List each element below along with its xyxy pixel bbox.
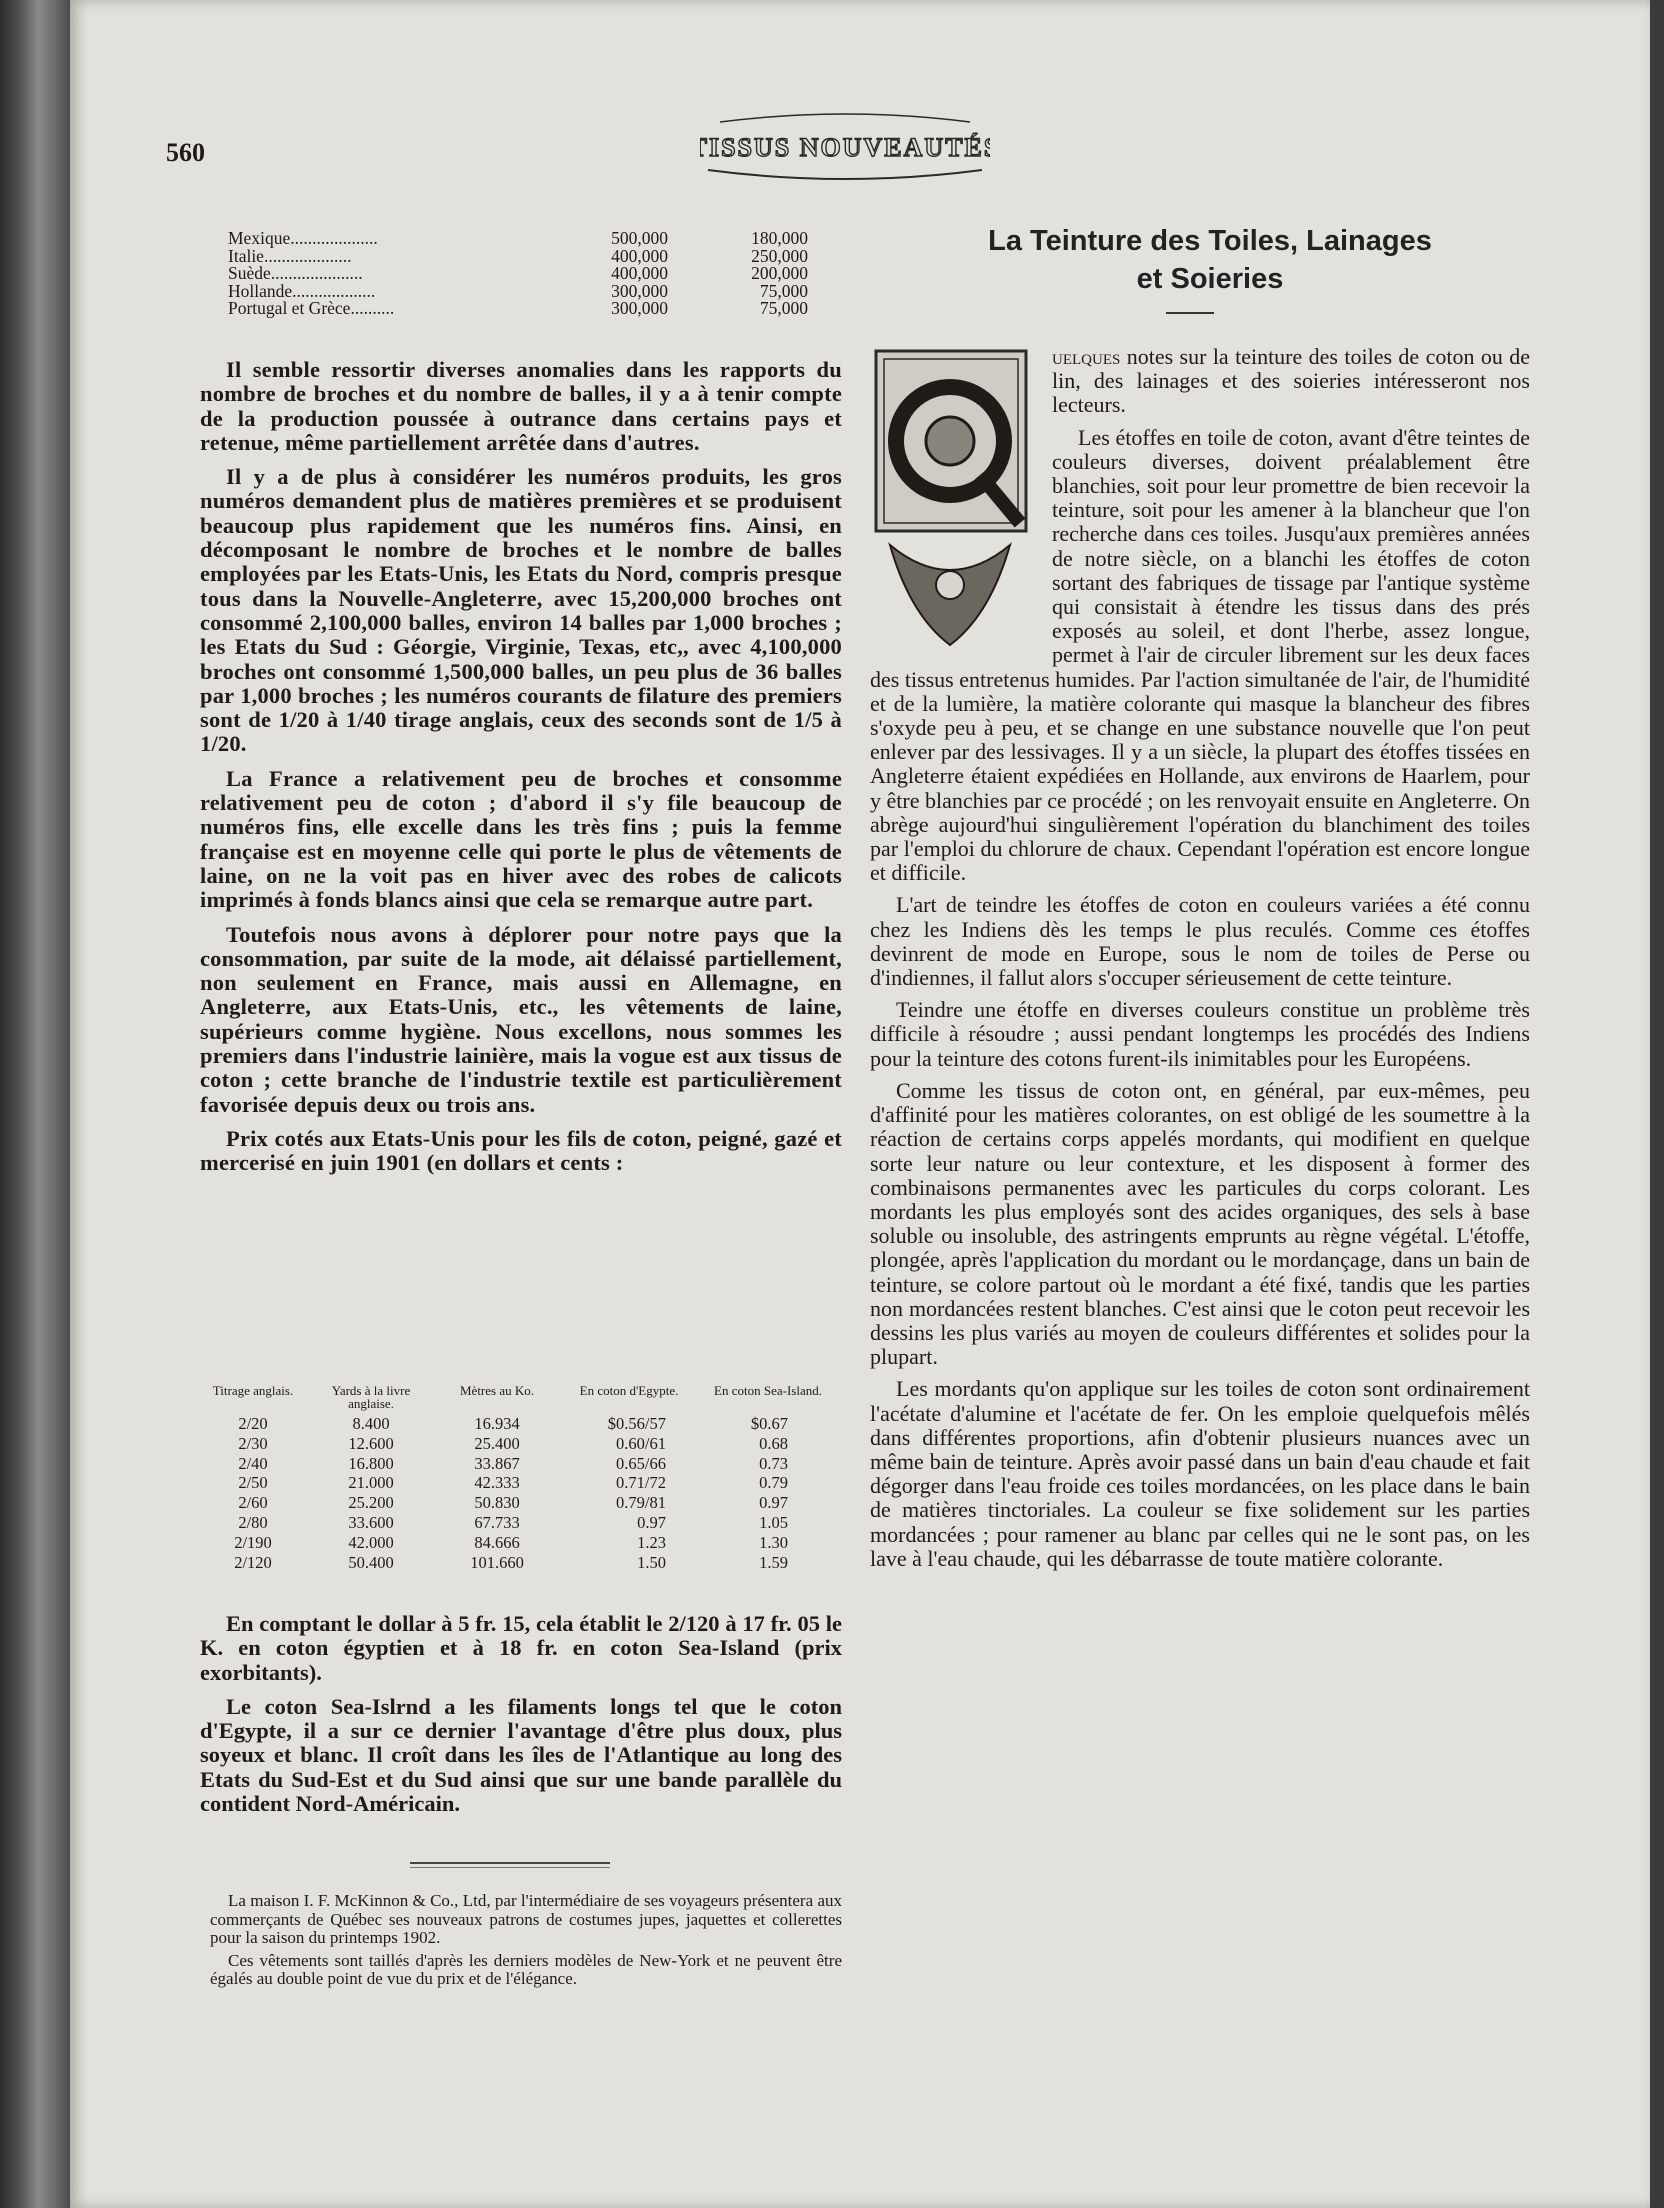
table-cell: 2/80 <box>238 1512 268 1532</box>
title-line: La Teinture des Toiles, Lainages <box>988 225 1432 257</box>
note-paragraph: Ces vêtements sont taillés d'après les derniers modèles de New-York et ne peuvent être égalés au double point de vue du prix et de l'élégance. <box>210 1950 842 1989</box>
price-table <box>198 1384 858 1572</box>
table-cell: 0.65/66 <box>616 1453 666 1473</box>
table-cell: 50.830 <box>474 1493 520 1513</box>
table-row <box>198 1513 858 1533</box>
exports-cell: 400,000 <box>611 263 668 283</box>
column-header: En coton Sea-Island. <box>714 1383 822 1398</box>
exports-row <box>228 280 808 301</box>
table-cell: 2/190 <box>234 1532 272 1552</box>
divider <box>410 1862 610 1864</box>
table-cell: 0.97 <box>759 1493 788 1513</box>
title-divider <box>1166 312 1214 314</box>
table-cell: 0.60/61 <box>616 1433 666 1453</box>
article-title <box>880 222 1540 298</box>
table-cell: 25.400 <box>474 1433 520 1453</box>
table-cell: 25.200 <box>348 1493 394 1513</box>
exports-row <box>228 300 808 318</box>
table-cell: 84.666 <box>474 1532 520 1552</box>
table-cell: 67.733 <box>474 1512 520 1532</box>
table-cell: 2/20 <box>238 1414 268 1433</box>
left-column-text <box>200 358 842 1186</box>
exports-cell: 400,000 <box>611 245 668 266</box>
table-cell: 42.000 <box>348 1532 394 1552</box>
table-cell: $0.67 <box>750 1414 788 1433</box>
table-row <box>198 1473 858 1493</box>
table-cell: 0.97 <box>637 1512 666 1532</box>
paragraph: Il y a de plus à considérer les numéros produits, les gros numéros demandent plus de matières premières et se produisent beaucoup plus rapidement que les numéros fins. Ainsi, en décomposant le nombre de broches et le nombre de balles employées par les Etats-Unis, les Etats du Nord, compris presque tous dans la Nouvelle-Angleterre, avec 15,200,000 broches ont consommé 2,100,000 balles, environ 14 balles par 1,000 broches ; les Etats du Sud : Géorgie, Virginie, Texas, etc,, avec 4,100,000 broches ont consommé 1,500,000 balles, un peu plus de 36 balles par 1,000 broches ; les numéros courants de filature des premiers sont de 1/20 à 1/40 tirage anglais, ceux des seconds sont de 1/5 à 1/20. <box>200 464 842 757</box>
exports-cell: 180,000 <box>751 228 808 248</box>
table-cell: 8.400 <box>352 1414 390 1433</box>
table-cell: 1.30 <box>759 1532 788 1552</box>
exports-cell: 200,000 <box>751 263 808 283</box>
table-cell: 2/120 <box>234 1552 272 1572</box>
table-cell: 50.400 <box>348 1552 394 1572</box>
exports-cell: Hollande................... <box>228 282 376 300</box>
table-cell: 21.000 <box>348 1473 394 1493</box>
exports-table <box>228 230 808 318</box>
table-cell: 12.600 <box>348 1433 394 1453</box>
paragraph: L'art de teindre les étoffes de coton en couleurs variées a été connu chez les Indiens dès les temps le plus reculés. Comme ces étoffes devinrent de mode en Europe, sous le nom de toiles de Perse ou d'indiennes, il fallut alors s'occuper sérieusement de cette teinture. <box>870 892 1530 991</box>
exports-cell: Portugal et Grèce.......... <box>228 300 395 318</box>
table-cell: 1.05 <box>759 1512 788 1532</box>
column-header: Yards à la livre anglaise. <box>331 1383 411 1411</box>
table-cell: 2/50 <box>238 1473 268 1493</box>
table-cell: 16.800 <box>348 1453 394 1473</box>
table-row <box>198 1414 858 1434</box>
table-cell: 42.333 <box>474 1473 520 1493</box>
lead-word: uelques <box>1052 344 1121 369</box>
table-cell: 1.59 <box>759 1552 788 1572</box>
paragraph: Le coton Sea-Islrnd a les filaments longs tel que le coton d'Egypte, il a sur ce dernier l'avantage d'être plus doux, plus soyeux et blanc. Il croît dans les îles de l'Atlantique au long des Etats du Sud-Est et du Sud ainsi que sur une bande parallèle du contident Nord-Américain. <box>200 1693 842 1817</box>
paragraph: La France a relativement peu de broches et consomme relativement peu de coton ; d'abord il s'y file beaucoup de numéros fins, elle excelle dans les très fins ; puis la femme française est en moyenne celle qui porte le plus de vêtements de laine, on ne la voit pas en hiver avec des robes de calicots imprimés à fonds blancs ainsi que cela se remarque autre part. <box>200 765 842 913</box>
table-cell: 2/40 <box>238 1453 268 1473</box>
page-number: 560 <box>166 138 205 167</box>
paragraph: Les étoffes en toile de coton, avant d'être teintes de couleurs diverses, doivent préalablement être blanchies, soit pour leur promettre de bien recevoir la teinture, soit pour les amener à la blancheur que l'on recherche dans ces toiles. Jusqu'aux premières années de notre siècle, on a blanchi les étoffes de coton sortant des fabriques de tissage par l'antique système qui consistait à étendre les tissus dans des prés exposés au soleil, et dont l'herbe, assez longue, permet à l'air de circuler librement sur les deux faces des tissus entretenus humides. Par l'action simultanée de l'air, de l'humidité et de la lumière, la matière colorante qui masque la blancheur des fibres s'oxyde peu à peu, et se change en une substance nouvelle que l'on peut enlever par des lessivages. Il y a un siècle, la plupart des étoffes tissées en Angleterre étaient expédiées en Hollande, aux environs de Haarlem, pour y être blanchies par ce procédé ; on les renvoyait ensuite en Angleterre. On abrège aujourd'hui singulièrement l'opération du blanchiment des toiles par l'emploi du chlorure de chaux. Cependant l'opération est encore longue et difficile. <box>870 424 1530 886</box>
paragraph: Toutefois nous avons à déplorer pour notre pays que la consommation, par suite de la mode, ait délaissé partiellement, non seulement en France, mais aussi en Allemagne, en Angleterre, aux Etats-Unis, etc., les vêtements de laine, supérieurs comme hygiène. Nous excellons, nous sommes les premiers dans l'industrie lainière, mais la vogue est aux tissus de coton ; cette branche de l'industrie textile est particulièrement favorisée depuis deux ou trois ans. <box>200 921 842 1117</box>
column-header: Titrage anglais. <box>212 1383 294 1398</box>
paragraph: Teindre une étoffe en diverses couleurs constitue un problème très difficile à résoudre ; aussi pendant longtemps les procédés des Indiens pour la teinture des cotons furent-ils inimitables pour les Européens. <box>870 997 1530 1071</box>
exports-row <box>228 245 808 266</box>
table-cell: 0.68 <box>759 1433 788 1453</box>
table-cell: 0.79 <box>759 1473 788 1493</box>
advertising-note <box>210 1892 842 1993</box>
masthead-logo <box>700 108 990 184</box>
exports-cell: 300,000 <box>611 280 668 301</box>
table-row <box>198 1533 858 1553</box>
exports-cell: 75,000 <box>759 298 808 318</box>
divider <box>410 1867 610 1868</box>
book-spine <box>0 0 70 2208</box>
table-row <box>198 1454 858 1474</box>
exports-cell: Italie.................... <box>228 247 352 265</box>
price-table-header <box>198 1384 858 1414</box>
title-line: et Soieries <box>1136 263 1284 295</box>
exports-cell: 500,000 <box>611 228 668 248</box>
masthead-logo-text: TISSUS NOUVEAUTÉS <box>700 133 990 162</box>
exports-cell: 250,000 <box>751 245 808 266</box>
page-edge <box>1650 0 1664 2208</box>
right-column-text <box>870 345 1530 1579</box>
paragraph: Comme les tissus de coton ont, en général, par eux-mêmes, peu d'affinité pour les matières colorantes, on est obligé de les soumettre à la réaction de certains corps appelés mordants, qui modifient en quelque sorte leur nature ou leur contexture, et les disposent à former des combinaisons permanentes avec les particules du corps colorant. Les mordants les plus employés sont des acides organiques, des sels à base soluble ou insoluble, des astringents emprunts au règne végétal. L'étoffe, plongée, après l'application du mordant ou le mordançage, dans un bain de teinture, se colore partout où le mordant a été fixé, tandis que les parties non mordancées restent blanches. C'est ainsi que le coton peut recevoir les dessins les plus variés au moyen de couleurs différentes et solides pour la plupart. <box>870 1077 1530 1370</box>
paragraph: Il semble ressortir diverses anomalies dans les rapports du nombre de broches et du nombre de balles, il y a à tenir compte de la production poussée à outrance dans certains pays et retenue, même partiellement arrêtée dans d'autres. <box>200 357 842 455</box>
table-cell: 2/30 <box>238 1433 268 1453</box>
exports-cell: Suède..................... <box>228 265 363 283</box>
table-cell: 2/60 <box>238 1493 268 1513</box>
table-cell: 33.867 <box>474 1453 520 1473</box>
table-row <box>198 1434 858 1454</box>
table-cell: 1.23 <box>637 1532 666 1552</box>
table-cell: 0.73 <box>759 1453 788 1473</box>
drop-cap <box>870 345 1042 655</box>
table-cell: 1.50 <box>637 1552 666 1572</box>
exports-row <box>228 265 808 283</box>
exports-cell: 75,000 <box>759 280 808 301</box>
exports-cell: 300,000 <box>611 298 668 318</box>
table-cell: 101.660 <box>470 1552 524 1572</box>
table-cell: 0.79/81 <box>616 1493 666 1513</box>
left-column-text-2 <box>200 1612 842 1826</box>
paragraph: Les mordants qu'on applique sur les toiles de coton sont ordinairement l'acétate d'alumine et l'acétate de fer. On les emploie quelquefois mêlés dans différentes proportions, afin d'obtenir plusieurs nuances avec un même bain de teinture. Après avoir passé dans un bain d'eau chaude et fait dégorger dans l'eau froide ces toiles mordancées, on les place dans le bain de matières tinctoriales. La couleur se fixe solidement sur les parties mordancées ; pour ramener au blanc par celles qui ne le sont pas, on les lave à l'eau chaude, qui les débarrasse de toute matière colorante. <box>870 1376 1530 1571</box>
note-paragraph: La maison I. F. McKinnon & Co., Ltd, par l'intermédiaire de ses voyageurs présentera aux commerçants de Québec ses nouveaux patrons de costumes jupes, jaquettes et collerettes pour la saison du printemps 1902. <box>210 1891 842 1948</box>
column-header: En coton d'Egypte. <box>579 1383 679 1398</box>
table-cell: 16.934 <box>474 1414 520 1433</box>
lead-text: notes sur la teinture des toiles de coton ou de lin, des lainages et des soieries intéresseront nos lecteurs. <box>1052 344 1530 418</box>
table-row <box>198 1553 858 1573</box>
paragraph: En comptant le dollar à 5 fr. 15, cela établit le 2/120 à 17 fr. 05 le K. en coton égyptien et à 18 fr. en coton Sea-Island (prix exorbitants). <box>200 1611 842 1685</box>
table-cell: $0.56/57 <box>607 1414 666 1433</box>
table-row <box>198 1493 858 1513</box>
paragraph: Prix cotés aux Etats-Unis pour les fils de coton, peigné, gazé et mercerisé en juin 1901 (en dollars et cents : <box>200 1125 842 1176</box>
table-cell: 0.71/72 <box>616 1473 666 1493</box>
column-header: Mètres au Ko. <box>459 1383 534 1398</box>
exports-cell: Mexique.................... <box>228 230 378 248</box>
exports-row <box>228 230 808 248</box>
table-cell: 33.600 <box>348 1512 394 1532</box>
